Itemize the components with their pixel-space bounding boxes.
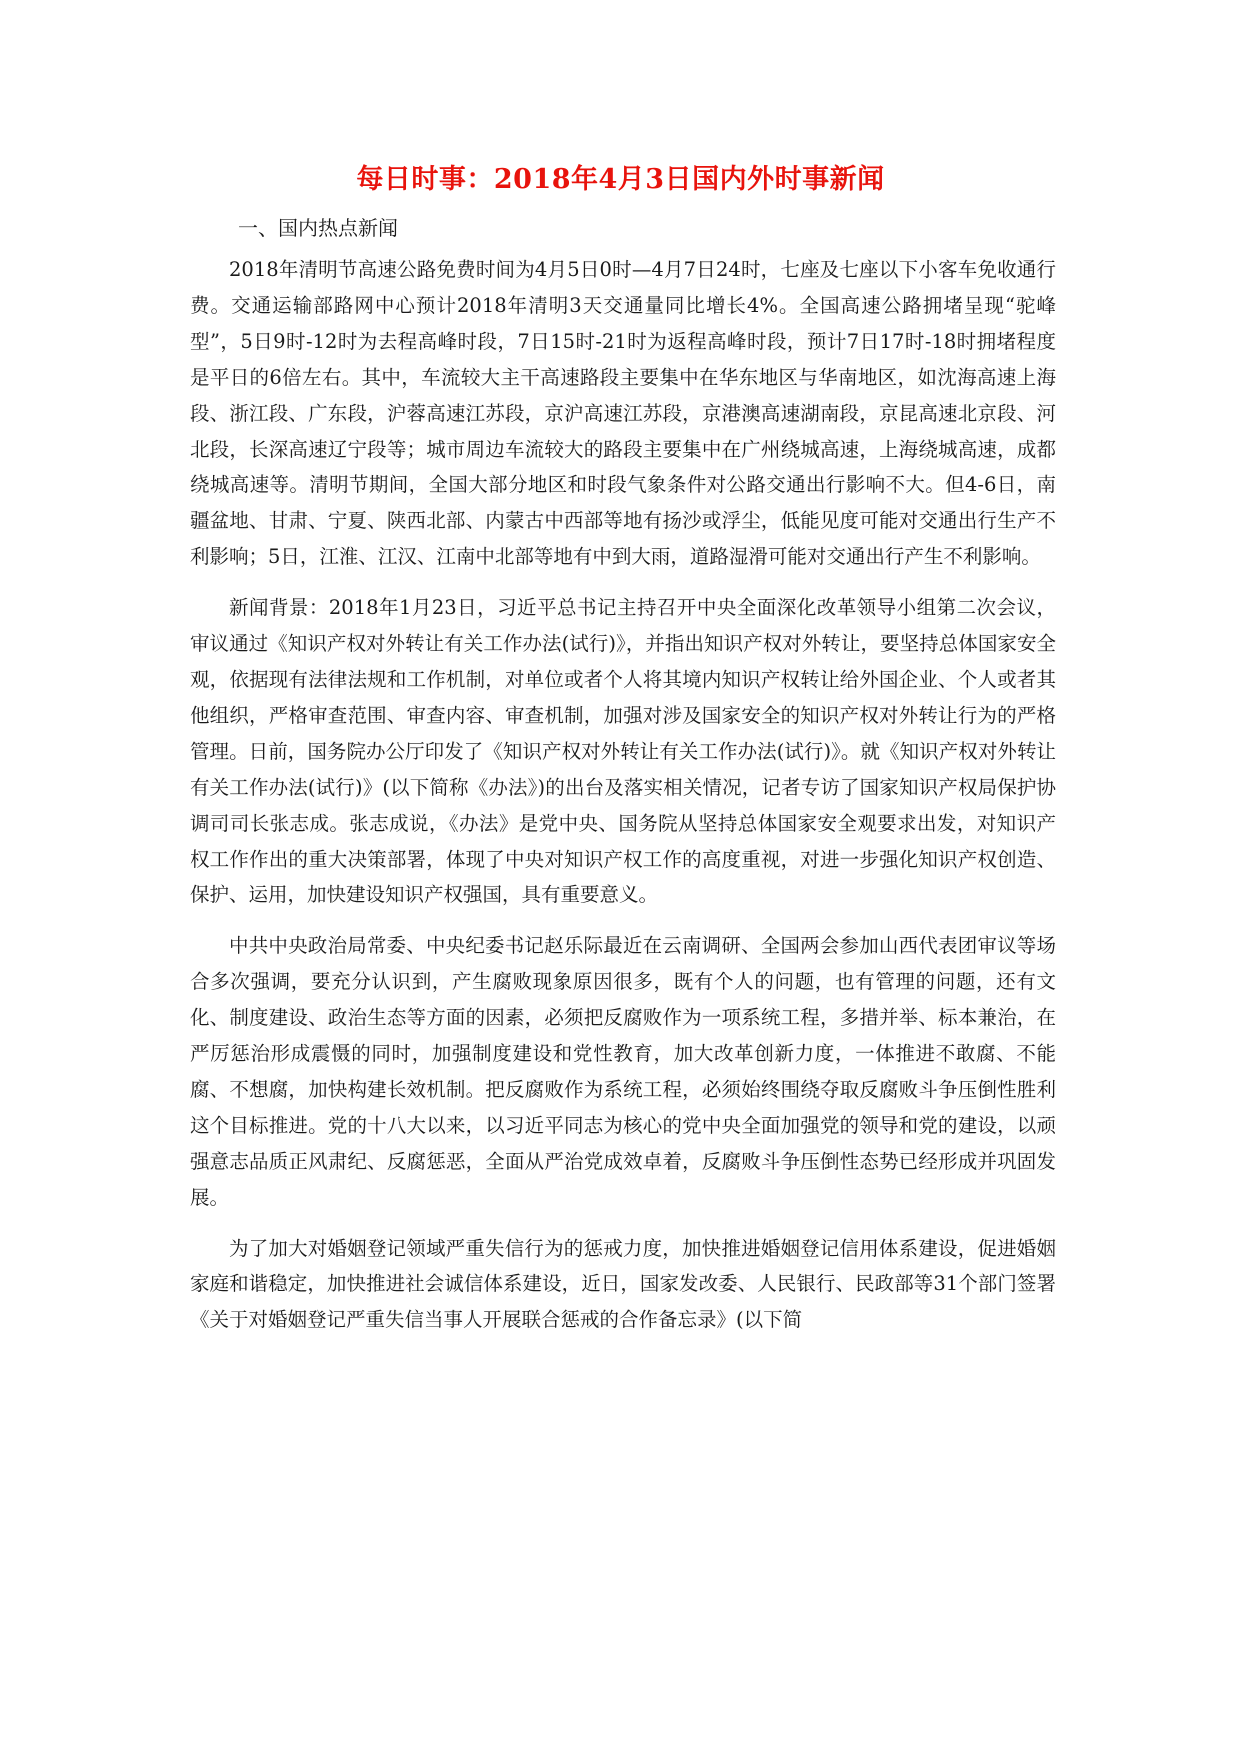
section-heading: 一、国内热点新闻 [238,216,398,240]
document-title: 每日时事：2018年4月3日国内外时事新闻 [356,164,885,195]
paragraph-highway-traffic: 2018年清明节高速公路免费时间为4月5日0时—4月7日24时，七座及七座以下小客车免收通行费。交通运输部路网中心预计2018年清明3天交通量同比增长4%。全国高速公路拥堵呈现“驼峰型”，5日9时-12时为去程高峰时段，7日15时-21时为返程高峰时段，预计7日17时-18时拥堵程度是平日的6倍左右。其中，车流较大主干高速路段主要集中在华东地区与华南地区，如沈海高速上海段、浙江段、广东段，沪蓉高速江苏段，京沪高速江苏段，京港澳高速湖南段，京昆高速北京段、河北段，长深高速辽宁段等；城市周边车流较大的路段主要集中在广州绕城高速，上海绕城高速，成都绕城高速等。清明节期间，全国大部分地区和时段气象条件对公路交通出行影响不大。但4-6日，南疆盆地、甘肃、宁夏、陕西北部、内蒙古中西部等地有扬沙或浮尘，低能见度可能对交通出行生产不利影响；5日，江淮、江汉、江南中北部等地有中到大雨，道路湿滑可能对交通出行产生不利影响。 [190,258,1056,569]
paragraph-marriage-credit: 为了加大对婚姻登记领域严重失信行为的惩戒力度，加快推进婚姻登记信用体系建设，促进婚姻家庭和谐稳定，加快推进社会诚信体系建设，近日，国家发改委、人民银行、民政部等31个部门签署《关于对婚姻登记严重失信当事人开展联合惩戒的合作备忘录》(以下简 [190,1236,1056,1332]
paragraph-anti-corruption: 中共中央政治局常委、中央纪委书记赵乐际最近在云南调研、全国两会参加山西代表团审议等场合多次强调，要充分认识到，产生腐败现象原因很多，既有个人的问题，也有管理的问题，还有文化、制度建设、政治生态等方面的因素，必须把反腐败作为一项系统工程，多措并举、标本兼治，在严厉惩治形成震慑的同时，加强制度建设和党性教育，加大改革创新力度，一体推进不敢腐、不能腐、不想腐，加快构建长效机制。把反腐败作为系统工程，必须始终围绕夺取反腐败斗争压倒性胜利这个目标推进。党的十八大以来，以习近平同志为核心的党中央全面加强党的领导和党的建设，以顽强意志品质正风肃纪、反腐惩恶，全面从严治党成效卓着，反腐败斗争压倒性态势已经形成并巩固发展。 [190,934,1056,1209]
document-body [190,252,1056,1353]
paragraph-ip-transfer: 新闻背景：2018年1月23日，习近平总书记主持召开中央全面深化改革领导小组第二次会议，审议通过《知识产权对外转让有关工作办法(试行)》，并指出知识产权对外转让，要坚持总体国家安全观，依据现有法律法规和工作机制，对单位或者个人将其境内知识产权转让给外国企业、个人或者其他组织，严格审查范围、审查内容、审查机制，加强对涉及国家安全的知识产权对外转让行为的严格管理。日前，国务院办公厅印发了《知识产权对外转让有关工作办法(试行)》。就《知识产权对外转让有关工作办法(试行)》(以下简称《办法》)的出台及落实相关情况，记者专访了国家知识产权局保护协调司司长张志成。张志成说，《办法》是党中央、国务院从坚持总体国家安全观要求出发，对知识产权工作作出的重大决策部署，体现了中央对知识产权工作的高度重视，对进一步强化知识产权创造、保护、运用，加快建设知识产权强国，具有重要意义。 [190,596,1056,907]
